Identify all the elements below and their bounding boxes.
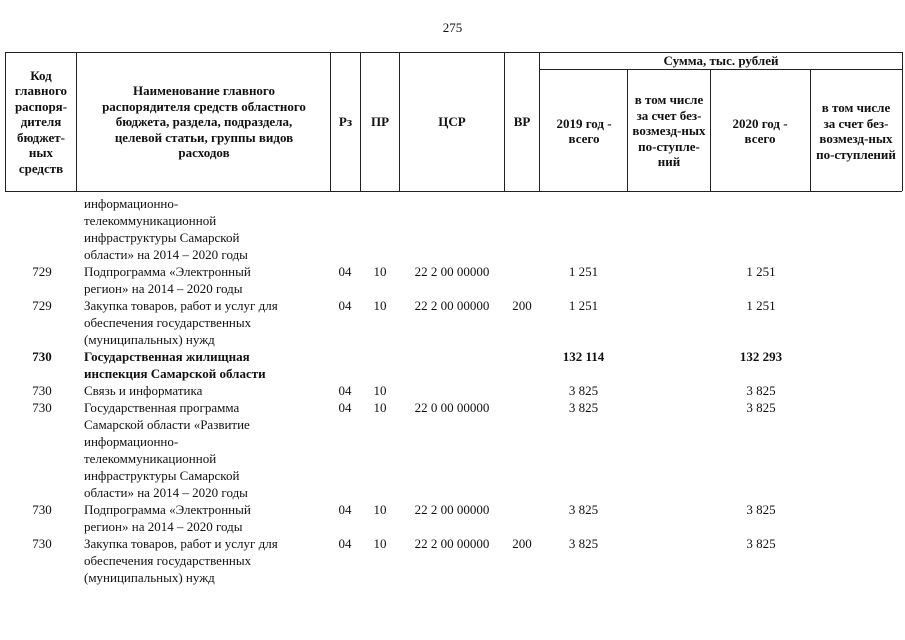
- row-pr: 10: [373, 536, 387, 551]
- row-code: 730: [32, 536, 52, 551]
- row-name-line: регион» на 2014 – 2020 годы: [84, 519, 243, 534]
- row-name-line: инфраструктуры Самарской: [84, 230, 240, 245]
- header-sum-group: Сумма, тыс. рублей: [663, 52, 779, 68]
- header-2019-gratuitous: в том числе за счет без-возмезд-ных по-ступле-ний: [632, 92, 706, 170]
- table-row: [0, 535, 905, 586]
- row-pr: 10: [373, 502, 387, 517]
- header-csr: ЦСР: [438, 114, 466, 130]
- row-code: 730: [32, 400, 52, 415]
- row-rz: 04: [338, 264, 352, 279]
- row-name-line: Закупка товаров, работ и услуг для: [84, 536, 278, 551]
- row-sum-2019: 3 825: [568, 383, 599, 398]
- row-name-line: обеспечения государственных: [84, 315, 252, 330]
- row-name: [84, 501, 330, 535]
- row-vr: 200: [512, 298, 532, 313]
- row-name: [84, 399, 330, 501]
- row-code: 729: [32, 264, 52, 279]
- row-csr: 22 2 00 00000: [414, 264, 490, 279]
- row-pr: 10: [373, 400, 387, 415]
- table-row: [0, 501, 905, 535]
- header-2020-gratuitous: в том числе за счет без-возмезд-ных по-ступлений: [816, 100, 896, 162]
- row-name: [84, 195, 330, 263]
- row-code: 730: [32, 383, 52, 398]
- row-sum-2019: 1 251: [568, 298, 599, 313]
- row-sum-2020: 3 825: [746, 502, 776, 517]
- row-name-line: Подпрограмма «Электронный: [84, 264, 251, 279]
- row-sum-2019: 132 114: [562, 349, 605, 364]
- header-2020-total: 2020 год - всего: [732, 115, 788, 146]
- row-name-line: инспекция Самарской области: [84, 366, 266, 381]
- row-rz: 04: [338, 502, 352, 517]
- row-sum-2020: 3 825: [746, 400, 776, 415]
- table-row: [0, 195, 905, 263]
- row-name-line: Самарской области «Развитие: [84, 417, 250, 432]
- row-name-line: Закупка товаров, работ и услуг для: [84, 298, 278, 313]
- header-rz: Рз: [338, 114, 353, 130]
- table-row: [0, 297, 905, 348]
- row-name: [84, 297, 330, 348]
- row-vr: 200: [512, 536, 532, 551]
- row-sum-2019: 1 251: [568, 264, 599, 279]
- row-sum-2020: 1 251: [746, 298, 776, 313]
- header-name: Наименование главного распорядителя средств областного бюджета, раздела, подраздела, целевой статьи, группы видов расходов: [102, 83, 306, 161]
- row-csr: 22 2 00 00000: [414, 536, 490, 551]
- row-name: [84, 382, 330, 399]
- page-number: 275: [442, 20, 463, 35]
- row-code: 729: [32, 298, 52, 313]
- row-csr: 22 2 00 00000: [414, 502, 490, 517]
- row-sum-2020: 132 293: [739, 349, 783, 364]
- row-pr: 10: [373, 264, 387, 279]
- row-name-line: телекоммуникационной: [84, 451, 217, 466]
- row-csr: 22 0 00 00000: [414, 400, 490, 415]
- row-name-line: информационно-: [84, 434, 179, 449]
- row-sum-2019: 3 825: [568, 536, 599, 551]
- row-sum-2019: 3 825: [568, 502, 599, 517]
- header-pr: ПР: [370, 114, 390, 130]
- row-rz: 04: [338, 536, 352, 551]
- table-row: [0, 263, 905, 297]
- row-name-line: инфраструктуры Самарской: [84, 468, 240, 483]
- row-sum-2020: 3 825: [746, 536, 776, 551]
- row-pr: 10: [373, 298, 387, 313]
- row-name-line: телекоммуникационной: [84, 213, 217, 228]
- row-pr: 10: [373, 383, 387, 398]
- row-name-line: Подпрограмма «Электронный: [84, 502, 251, 517]
- row-code: 730: [32, 502, 52, 517]
- row-name-line: Государственная жилищная: [84, 349, 250, 364]
- header-vr: ВР: [513, 114, 531, 130]
- row-rz: 04: [338, 400, 352, 415]
- row-code: 730: [32, 349, 52, 364]
- row-rz: 04: [338, 383, 352, 398]
- row-name-line: обеспечения государственных: [84, 553, 252, 568]
- row-name-line: Связь и информатика: [84, 383, 203, 398]
- header-code: Код главного распоря-дителя бюджет-ных средств: [14, 67, 68, 176]
- table-row: [0, 399, 905, 501]
- row-csr: 22 2 00 00000: [414, 298, 490, 313]
- row-name-line: информационно-: [84, 196, 179, 211]
- row-name: [84, 263, 330, 297]
- row-name-line: (муниципальных) нужд: [84, 570, 215, 585]
- table-row: [0, 348, 905, 382]
- row-name-line: Государственная программа: [84, 400, 240, 415]
- header-2019-total: 2019 год - всего: [556, 115, 612, 146]
- row-name-line: регион» на 2014 – 2020 годы: [84, 281, 243, 296]
- row-name-line: области» на 2014 – 2020 годы: [84, 247, 248, 262]
- row-name-line: (муниципальных) нужд: [84, 332, 215, 347]
- row-name: [84, 348, 330, 382]
- row-sum-2019: 3 825: [568, 400, 599, 415]
- table-row: [0, 382, 905, 399]
- row-sum-2020: 1 251: [746, 264, 776, 279]
- table-header: [0, 52, 905, 192]
- row-name: [84, 535, 330, 586]
- row-name-line: области» на 2014 – 2020 годы: [84, 485, 248, 500]
- row-sum-2020: 3 825: [746, 383, 776, 398]
- row-rz: 04: [338, 298, 352, 313]
